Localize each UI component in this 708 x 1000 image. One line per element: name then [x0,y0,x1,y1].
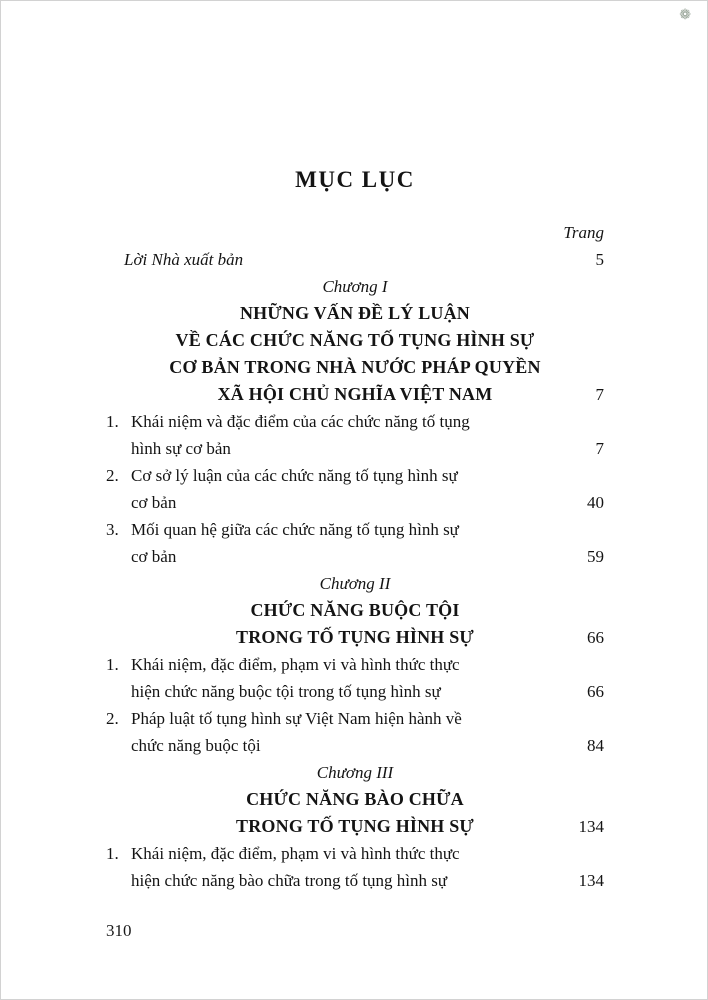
toc-front-matter-row [106,246,604,273]
chapter-title-row [106,813,604,840]
item-second-line [106,732,604,759]
item-number: 2. [106,709,119,728]
chapter-label: Chương III [316,763,394,782]
page-number: 134 [578,871,604,890]
item-second-line [106,435,604,462]
chapter-title-line: CƠ BẢN TRONG NHÀ NƯỚC PHÁP QUYỀN [169,357,541,377]
item-text: Mối quan hệ giữa các chức năng tố tụng hình sự [131,520,459,539]
page-number: 5 [595,250,604,269]
item-text: hình sự cơ bản [131,439,231,458]
chapter-label: Chương II [319,574,391,593]
chapter-2-section [106,570,604,759]
item-first-line [106,840,604,867]
item-second-line [106,678,604,705]
page-number: 7 [595,385,604,404]
chapter-title-line: CHỨC NĂNG BUỘC TỘI [250,600,460,620]
toc-item [106,651,604,705]
page-title: MỤC LỤC [295,167,415,192]
page-number: 66 [587,628,604,647]
item-first-line [106,462,604,489]
item-first-line [106,651,604,678]
item-first-line [106,516,604,543]
chapter-title-row [106,624,604,651]
folio-page-number: 310 [106,921,132,940]
page-number: 59 [587,547,604,566]
item-text: chức năng buộc tội [131,736,261,755]
chapter-title-line: TRONG TỐ TỤNG HÌNH SỰ [236,816,474,836]
chapter-title-line: TRONG TỐ TỤNG HÌNH SỰ [236,627,474,647]
page-number: 134 [578,817,604,836]
toc-item [106,705,604,759]
item-text: Khái niệm, đặc điểm, phạm vi và hình thức thực [131,655,460,674]
chapter-label: Chương I [322,277,388,296]
item-text: Khái niệm và đặc điểm của các chức năng tố tụng [131,412,470,431]
item-second-line [106,543,604,570]
item-text: cơ bản [131,547,177,566]
item-text: cơ bản [131,493,177,512]
toc-item [106,516,604,570]
item-number: 1. [106,412,119,431]
page-number: 7 [595,439,604,458]
toc-content [106,165,604,894]
item-first-line [106,705,604,732]
item-text: Pháp luật tố tụng hình sự Việt Nam hiện hành về [131,709,462,728]
item-text: Cơ sở lý luận của các chức năng tố tụng hình sự [131,466,458,485]
item-second-line [106,867,604,894]
toc-item [106,840,604,894]
page-number: 40 [587,493,604,512]
item-number: 1. [106,844,119,863]
chapter-1-section [106,273,604,570]
toc-item [106,408,604,462]
chapter-title-line: XÃ HỘI CHỦ NGHĨA VIỆT NAM [217,384,493,404]
item-second-line [106,489,604,516]
toc-item [106,462,604,516]
chapter-title-line: CHỨC NĂNG BÀO CHỮA [246,789,464,809]
item-text: Khái niệm, đặc điểm, phạm vi và hình thức thực [131,844,460,863]
chapter-title-line: VỀ CÁC CHỨC NĂNG TỐ TỤNG HÌNH SỰ [175,330,535,350]
item-first-line [106,408,604,435]
item-text: hiện chức năng bào chữa trong tố tụng hình sự [131,871,448,890]
item-number: 2. [106,466,119,485]
item-number: 1. [106,655,119,674]
page-number: 84 [587,736,604,755]
chapter-title-line: NHỮNG VẤN ĐỀ LÝ LUẬN [239,303,470,323]
page-number: 66 [587,682,604,701]
chapter-title-row [106,381,604,408]
page-column-header: Trang [563,223,604,242]
flower-ornament-icon: ❁ [679,8,691,23]
front-matter-label: Lời Nhà xuất bản [124,250,244,269]
chapter-3-section [106,759,604,894]
item-number: 3. [106,520,119,539]
item-text: hiện chức năng buộc tội trong tố tụng hình sự [131,682,441,701]
